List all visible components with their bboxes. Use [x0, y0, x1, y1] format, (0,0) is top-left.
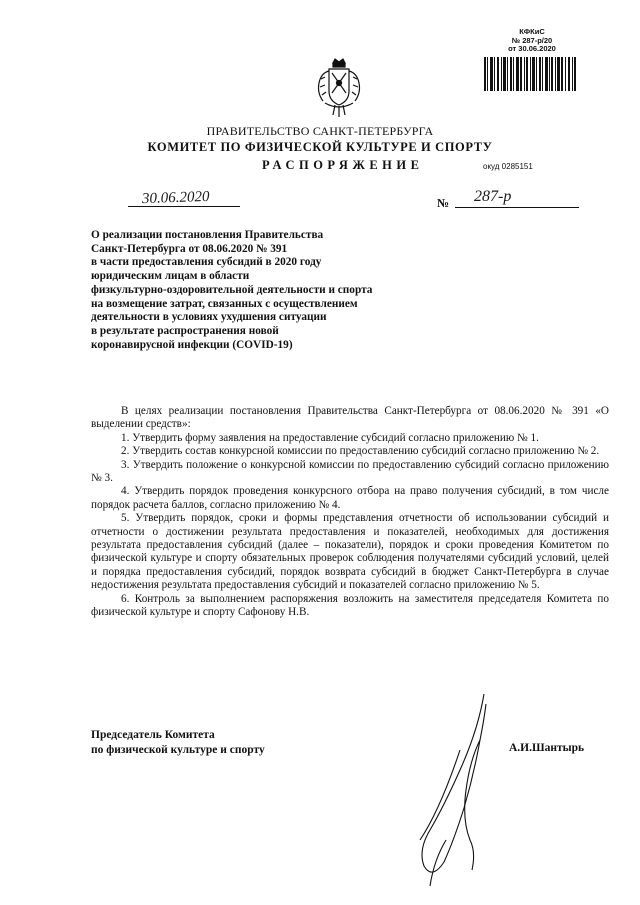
barcode-icon	[484, 57, 576, 91]
body-paragraph: 2. Утвердить состав конкурсной комиссии по предоставлению субсидий согласно приложению № 2.	[121, 445, 600, 458]
stamp-line-1: КФКиС	[519, 27, 545, 36]
body-paragraph: 1. Утвердить форму заявления на предоставление субсидий согласно приложению № 1.	[121, 431, 539, 444]
subject-line: деятельности в условиях ухудшения ситуации	[91, 311, 327, 324]
subject-line: на возмещение затрат, связанных с осуществлением	[91, 297, 358, 310]
body-paragraph: 6. Контроль за выполнением распоряжения возложить на заместителя председателя Комитета по физической культуре и спорту Сафонову Н.В.	[91, 592, 609, 619]
okud-code: окуд 0285151	[483, 162, 533, 171]
body-paragraph: 5. Утвердить порядок, сроки и формы представления отчетности об использовании субсидий и отчетности о достижении результата предоставления и показателей, необходимых для достижения результата предоставления субсидий (далее – показатели), порядок и сроки проведения Комитетом по физической культуре и спорту обязательных проверок соблюдения получателями субсидий условий, целей и порядка предоставления субсидий, порядок возврата субсидий в бюджет Санкт-Петербурга в случае недостижения результата предоставления субсидий и показателей согласно приложению № 5.	[91, 512, 609, 592]
stamp-line-2: № 287-р/20	[511, 35, 553, 45]
subject-line: в части предоставления субсидий в 2020 году	[91, 256, 322, 269]
document-body	[91, 405, 609, 620]
stamp-line-3: от 30.06.2020	[508, 44, 556, 53]
registration-stamp	[492, 28, 572, 54]
signatory-name: А.И.Шантырь	[509, 742, 585, 754]
body-paragraph: В целях реализации постановления Правительства Санкт-Петербурга от 08.06.2020 № 391 «О выделении средств»:	[91, 405, 609, 431]
subject-line: О реализации постановления Правительства	[91, 229, 324, 241]
document-type: РАСПОРЯЖЕНИЕ	[262, 158, 424, 172]
number-label: №	[437, 196, 450, 210]
handwritten-signature-icon	[400, 690, 510, 890]
subject-line: юридическим лицам в области	[91, 270, 250, 283]
body-paragraph: 4. Утвердить порядок проведения конкурсного отбора на право получения субсидий, в том числе порядок расчета баллов, согласно приложению № 4.	[91, 485, 609, 511]
committee-title: КОМИТЕТ ПО ФИЗИЧЕСКОЙ КУЛЬТУРЕ И СПОРТУ	[147, 140, 493, 154]
signatory-position	[91, 728, 265, 758]
document-subject	[91, 229, 421, 352]
position-line: Председатель Комитета	[91, 729, 215, 741]
date-underline	[128, 206, 240, 207]
government-title: ПРАВИТЕЛЬСТВО САНКТ-ПЕТЕРБУРГА	[206, 124, 434, 138]
coat-of-arms-icon	[315, 57, 363, 119]
subject-line: физкультурно-оздоровительной деятельности и спорта	[91, 283, 373, 296]
document-number: 287-р	[474, 188, 512, 205]
subject-line: Санкт-Петербурга от 08.06.2020 № 391	[91, 242, 288, 255]
body-paragraph: 3. Утвердить положение о конкурсной комиссии по предоставлению субсидий согласно приложению № 3.	[91, 458, 609, 485]
position-line: по физической культуре и спорту	[91, 744, 265, 756]
document-date: 30.06.2020	[141, 188, 210, 208]
number-underline	[455, 207, 579, 208]
subject-line: в результате распространения новой	[91, 324, 279, 337]
subject-line: коронавирусной инфекции (COVID-19)	[91, 338, 293, 351]
